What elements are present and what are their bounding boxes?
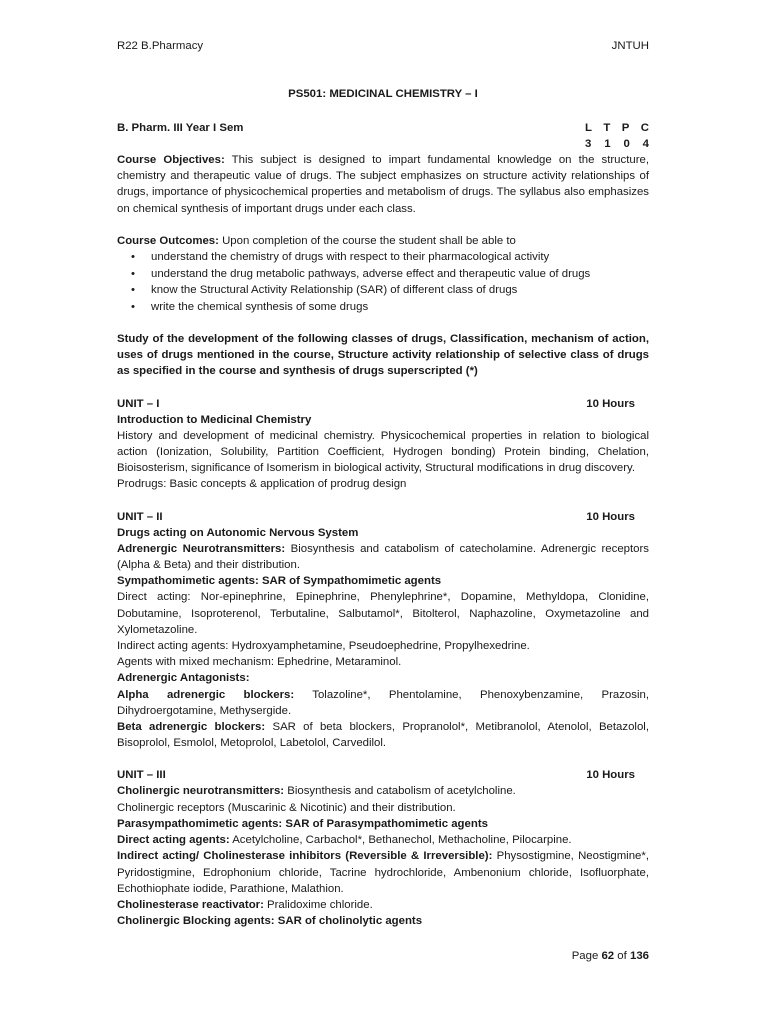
adrenergic-label: Adrenergic Neurotransmitters: <box>117 542 286 555</box>
page-number <box>572 950 649 962</box>
ltpc-label-t: T <box>603 122 611 134</box>
beta-blockers <box>117 719 649 751</box>
cholinergic-blocking-heading: Cholinergic Blocking agents: SAR of cholinolytic agents <box>117 915 423 928</box>
alpha-blockers <box>117 687 649 719</box>
list-item: • write the chemical synthesis of some drugs <box>151 299 649 316</box>
unit-1-hours: 10 Hours <box>586 397 635 410</box>
page-prefix: Page <box>571 950 602 962</box>
outcomes-text: Upon completion of the course the student shall be able to <box>218 234 516 247</box>
document-body <box>117 86 649 929</box>
adrenergic-neurotransmitters <box>117 541 649 573</box>
list-item: • know the Structural Activity Relationship (SAR) of different class of drugs <box>151 282 649 299</box>
ltpc-values <box>585 136 649 152</box>
course-objectives <box>117 152 649 217</box>
page-of: of <box>614 950 630 962</box>
ltpc-value-c: 4 <box>642 138 649 150</box>
course-outcomes <box>117 233 649 249</box>
reactivator-text: Pralidoxime chloride. <box>263 898 373 911</box>
unit-2-header <box>117 509 649 525</box>
cholinergic-text: Biosynthesis and catabolism of acetylcholine. <box>284 785 516 798</box>
objectives-label: Course Objectives: <box>117 154 225 166</box>
mixed-mechanism: Agents with mixed mechanism: Ephedrine, Metaraminol. <box>117 656 402 669</box>
unit-3-header <box>117 767 649 783</box>
adrenergic-antagonists-heading: Adrenergic Antagonists: <box>117 672 250 685</box>
ltpc-labels <box>585 120 649 136</box>
unit-1-paragraph: History and development of medicinal chemistry. Physicochemical properties in relation to biological action (Ionization, Solubility, Partition Coefficient, Hydrogen bonding) Protein binding, Chelation, Bioisosterism, significance of Isomerism in biological activity, Structural modifications in drug discovery. <box>117 429 649 475</box>
direct-acting-agents <box>117 832 649 848</box>
direct-text: Acetylcholine, Carbachol*, Bethanechol, Methacholine, Pilocarpine. <box>229 834 572 847</box>
adrenergic-text: Biosynthesis and catabolism of catecholamine. Adrenergic receptors (Alpha & Beta) and their distribution. <box>117 542 649 572</box>
header-program: R22 B.Pharmacy <box>117 40 204 52</box>
page-total: 136 <box>629 950 649 962</box>
indirect-label: Indirect acting/ Cholinesterase inhibitors (Reversible & Irreversible): <box>117 850 493 863</box>
semester-label: B. Pharm. III Year I Sem <box>117 122 244 134</box>
alpha-label: Alpha adrenergic blockers: <box>117 688 295 701</box>
cholinergic-label: Cholinergic neurotransmitters: <box>117 785 285 798</box>
unit-2-title: UNIT – II <box>117 510 163 523</box>
reactivator-label: Cholinesterase reactivator: <box>117 898 264 911</box>
page-current: 62 <box>601 950 615 962</box>
direct-acting: Direct acting: Nor-epinephrine, Epinephrine, Phenylephrine*, Dopamine, Methyldopa, Clonidine, Dobutamine, Isoproterenol, Terbutaline, Salbutamol*, Bitolterol, Naphazoline, Oxymetazoline and Xylometazoline. <box>117 591 649 636</box>
ltpc-value-t: 1 <box>604 138 611 150</box>
ltpc-value-p: 0 <box>623 138 630 150</box>
beta-text: SAR of beta blockers, Propranolol*, Metibranolol, Atenolol, Betazolol, Bisoprolol, Esmolol, Metoprolol, Labetolol, Carvedilol. <box>117 721 649 750</box>
sympathomimetic-heading: Sympathomimetic agents: SAR of Sympathomimetic agents <box>117 575 442 588</box>
list-item: • understand the drug metabolic pathways, adverse effect and therapeutic value of drugs <box>151 266 649 283</box>
beta-label: Beta adrenergic blockers: <box>117 721 266 734</box>
outcomes-list <box>117 249 649 315</box>
ltpc-value-l: 3 <box>585 138 592 150</box>
course-title: PS501: MEDICINAL CHEMISTRY – I <box>288 88 478 100</box>
study-note: Study of the development of the following classes of drugs, Classification, mechanism of action, uses of drugs mentioned in the course, Structure activity relationship of selective class of drugs as specified in the course and synthesis of drugs superscripted (*) <box>117 333 649 378</box>
ltpc-table <box>585 120 649 152</box>
alpha-text: Tolazoline*, Phentolamine, Phenoxybenzamine, Prazosin, Dihydroergotamine, Methysergide. <box>117 688 649 717</box>
cholinergic-neurotransmitters <box>117 783 649 799</box>
unit-1-title: UNIT – I <box>117 397 160 410</box>
ltpc-label-l: L <box>585 122 592 134</box>
unit-1-heading: Introduction to Medicinal Chemistry <box>117 413 312 426</box>
unit-2-hours: 10 Hours <box>586 510 635 523</box>
indirect-text: Physostigmine, Neostigmine*, Pyridostigmine, Edrophonium chloride, Tacrine hydrochloride, Ambenonium chloride, Isofluorphate, Echothiophate iodide, Parathione, Malathion. <box>117 850 649 895</box>
unit-1-header <box>117 396 649 412</box>
unit-3-hours: 10 Hours <box>586 769 635 782</box>
unit-3-title: UNIT – III <box>117 769 166 782</box>
unit-2-heading: Drugs acting on Autonomic Nervous System <box>117 526 359 539</box>
cholinergic-receptors: Cholinergic receptors (Muscarinic & Nicotinic) and their distribution. <box>117 801 456 814</box>
semester-row <box>117 120 649 152</box>
parasympathomimetic-heading: Parasympathomimetic agents: SAR of Parasympathomimetic agents <box>117 817 488 830</box>
cholinesterase-reactivator <box>117 897 649 913</box>
indirect-acting-agents <box>117 848 649 897</box>
indirect-acting: Indirect acting agents: Hydroxyamphetamine, Pseudoephedrine, Propylhexedrine. <box>117 640 530 653</box>
ltpc-label-c: C <box>640 122 649 134</box>
list-item: • understand the chemistry of drugs with respect to their pharmacological activity <box>151 249 649 266</box>
header-university: JNTUH <box>611 40 649 52</box>
objectives-text: This subject is designed to impart fundamental knowledge on the structure, chemistry and therapeutic value of drugs. The subject emphasizes on structure activity relationships of drugs, importance of physicochemical properties and metabolism of drugs. The syllabus also emphasizes on chemical synthesis of important drugs under each class. <box>117 154 649 215</box>
outcomes-label: Course Outcomes: <box>117 234 219 247</box>
ltpc-label-p: P <box>621 122 630 134</box>
direct-label: Direct acting agents: <box>117 834 230 847</box>
unit-1-prodrugs: Prodrugs: Basic concepts & application of prodrug design <box>117 478 407 491</box>
